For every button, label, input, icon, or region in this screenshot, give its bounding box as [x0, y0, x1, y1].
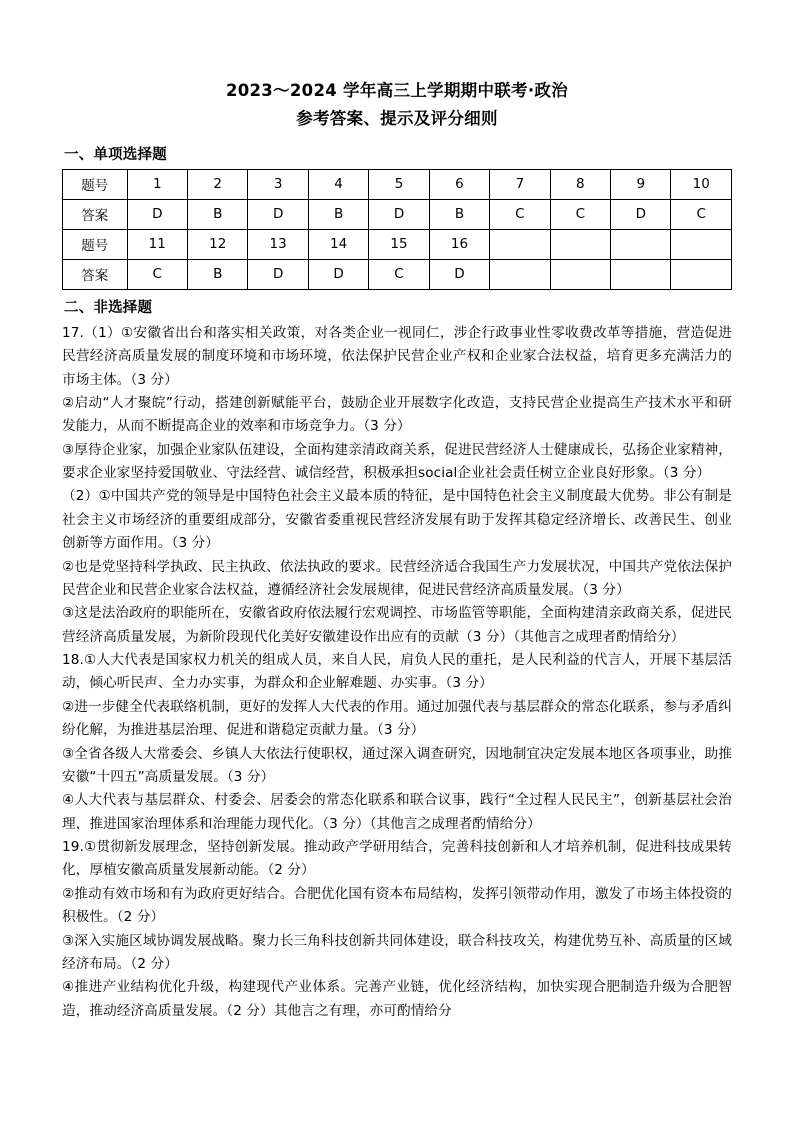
- essay-paragraph: ③这是法治政府的职能所在，安徽省政府依法履行宏观调控、市场监管等职能，全面构建清亲政商关系，促进民营经济高质量发展，为新阶段现代化美好安徽建设作出应有的贡献（3 分）（其他言之成理者酌情给分）: [62, 605, 732, 645]
- answer-cell: B: [429, 199, 489, 229]
- essay-paragraph: ②也是党坚持科学执政、民主执政、依法执政的要求。民营经济适合我国生产力发展状况，中国共产党依法保护民营企业和民营企业家合法权益，遵循经济社会发展规律，促进民营经济高质量发展。（3 分）: [62, 558, 732, 598]
- question-number-cell-empty: [550, 229, 610, 259]
- essay-paragraph: ②推动有效市场和有为政府更好结合。合肥优化国有资本布局结构，发挥引领带动作用，激发了市场主体投资的积极性。（2 分）: [62, 885, 732, 926]
- question-number-cell-empty: [671, 229, 732, 259]
- essay-paragraph: ②进一步健全代表联络机制，更好的发挥人大代表的作用。通过加强代表与基层群众的常态化联系，参与矛盾纠纷化解，为推进基层治理、促进和谐稳定贡献力量。（3 分）: [62, 698, 732, 739]
- question-number-cell: 16: [429, 229, 489, 259]
- question-number-cell: 8: [550, 169, 610, 199]
- question-number-cell: 6: [429, 169, 489, 199]
- row-header-answer: 答案: [63, 259, 128, 289]
- answer-cell: B: [187, 259, 247, 289]
- row-header-question: 题号: [63, 169, 128, 199]
- essay-paragraph: ②启动“人才聚皖”行动，搭建创新赋能平台，鼓励企业开展数字化改造，支持民营企业提高生产技术水平和研发能力，从而不断提高企业的效率和市场竞争力。（3 分）: [62, 394, 732, 435]
- answer-cell: D: [308, 259, 368, 289]
- table-row: [63, 199, 732, 229]
- essay-paragraph: ④推进产业结构优化升级，构建现代产业体系。完善产业链，优化经济结构，加快实现合肥制造升级为合肥智造，推动经济高质量发展。（2 分）其他言之有理，亦可酌情给分: [62, 979, 732, 1019]
- question-number-cell: 13: [248, 229, 308, 259]
- answer-cell: B: [187, 199, 247, 229]
- section-heading-single-choice: 一、单项选择题: [64, 146, 167, 163]
- answer-cell: D: [248, 199, 308, 229]
- question-number-cell: 1: [127, 169, 187, 199]
- question-number-cell: 12: [187, 229, 247, 259]
- essay-answers: [62, 322, 732, 1023]
- question-number-cell: 15: [369, 229, 429, 259]
- answer-cell-empty: [550, 259, 610, 289]
- section-heading-non-choice: 二、非选择题: [64, 299, 153, 316]
- row-header-answer: 答案: [63, 199, 128, 229]
- question-number-cell-empty: [490, 229, 550, 259]
- page-subtitle: 参考答案、提示及评分细则: [296, 109, 498, 129]
- answer-cell: D: [248, 259, 308, 289]
- answer-cell: C: [671, 199, 732, 229]
- answer-cell: B: [308, 199, 368, 229]
- answer-cell-empty: [671, 259, 732, 289]
- question-number-cell: 2: [187, 169, 247, 199]
- essay-paragraph: ③深入实施区域协调发展战略。聚力长三角科技创新共同体建设，联合科技攻关，构建优势互补、高质量的区域经济布局。（2 分）: [62, 932, 732, 972]
- answer-cell: C: [490, 199, 550, 229]
- essay-paragraph: 17.（1）①安徽省出台和落实相关政策，对各类企业一视同仁，涉企行政事业性零收费改革等措施，营造促进民营经济高质量发展的制度环境和市场环境，依法保护民营企业产权和企业家合法权益，培育更多充满活力的市场主体。（3 分）: [62, 324, 732, 388]
- essay-paragraph: ④人大代表与基层群众、村委会、居委会的常态化联系和联合议事，践行“全过程人民民主”，创新基层社会治理，推进国家治理体系和治理能力现代化。（3 分）（其他言之成理者酌情给分）: [62, 792, 732, 832]
- question-number-cell: 10: [671, 169, 732, 199]
- answer-cell: D: [429, 259, 489, 289]
- page-title: 2023～2024 学年高三上学期期中联考·政治: [225, 81, 569, 100]
- essay-paragraph: ③厚待企业家，加强企业家队伍建设，全面构建亲清政商关系，促进民营经济人士健康成长，弘扬企业家精神，要求企业家坚持爱国敬业、守法经营、诚信经营，积极承担social企业社会责任树立企业良好形象。（3 分）: [62, 441, 732, 482]
- question-number-cell: 4: [308, 169, 368, 199]
- question-number-cell: 9: [611, 169, 671, 199]
- question-number-cell-empty: [611, 229, 671, 259]
- question-number-cell: 5: [369, 169, 429, 199]
- answer-cell: D: [611, 199, 671, 229]
- essay-paragraph: 18.①人大代表是国家权力机关的组成人员，来自人民，肩负人民的重托，是人民利益的代言人，开展下基层活动，倾心听民声、全力办实事，为群众和企业解难题、办实事。（3 分）: [62, 652, 732, 692]
- question-number-cell: 7: [490, 169, 550, 199]
- essay-paragraph: ③全省各级人大常委会、乡镇人大依法行使职权，通过深入调查研究，因地制宜决定发展本地区各项事业，助推安徽“十四五”高质量发展。（3 分）: [62, 745, 732, 785]
- answer-cell: D: [127, 199, 187, 229]
- essay-paragraph: （2）①中国共产党的领导是中国特色社会主义最本质的特征，是中国特色社会主义制度最大优势。非公有制是社会主义市场经济的重要组成部分，安徽省委重视民营经济发展有助于发挥其稳定经济增长、改善民生、创业创新等方面作用。（3 分）: [62, 488, 732, 552]
- question-number-cell: 3: [248, 169, 308, 199]
- table-row: [63, 259, 732, 289]
- answer-key-table: [62, 169, 732, 290]
- answer-cell: C: [127, 259, 187, 289]
- answer-cell: D: [369, 199, 429, 229]
- answer-cell-empty: [490, 259, 550, 289]
- table-row: [63, 229, 732, 259]
- table-row: [63, 169, 732, 199]
- question-number-cell: 14: [308, 229, 368, 259]
- answer-cell: C: [369, 259, 429, 289]
- question-number-cell: 11: [127, 229, 187, 259]
- essay-paragraph: 19.①贯彻新发展理念，坚持创新发展。推动政产学研用结合，完善科技创新和人才培养机制，促进科技成果转化，厚植安徽高质量发展新动能。（2 分）: [62, 839, 732, 879]
- row-header-question: 题号: [63, 229, 128, 259]
- answer-cell: C: [550, 199, 610, 229]
- answer-cell-empty: [611, 259, 671, 289]
